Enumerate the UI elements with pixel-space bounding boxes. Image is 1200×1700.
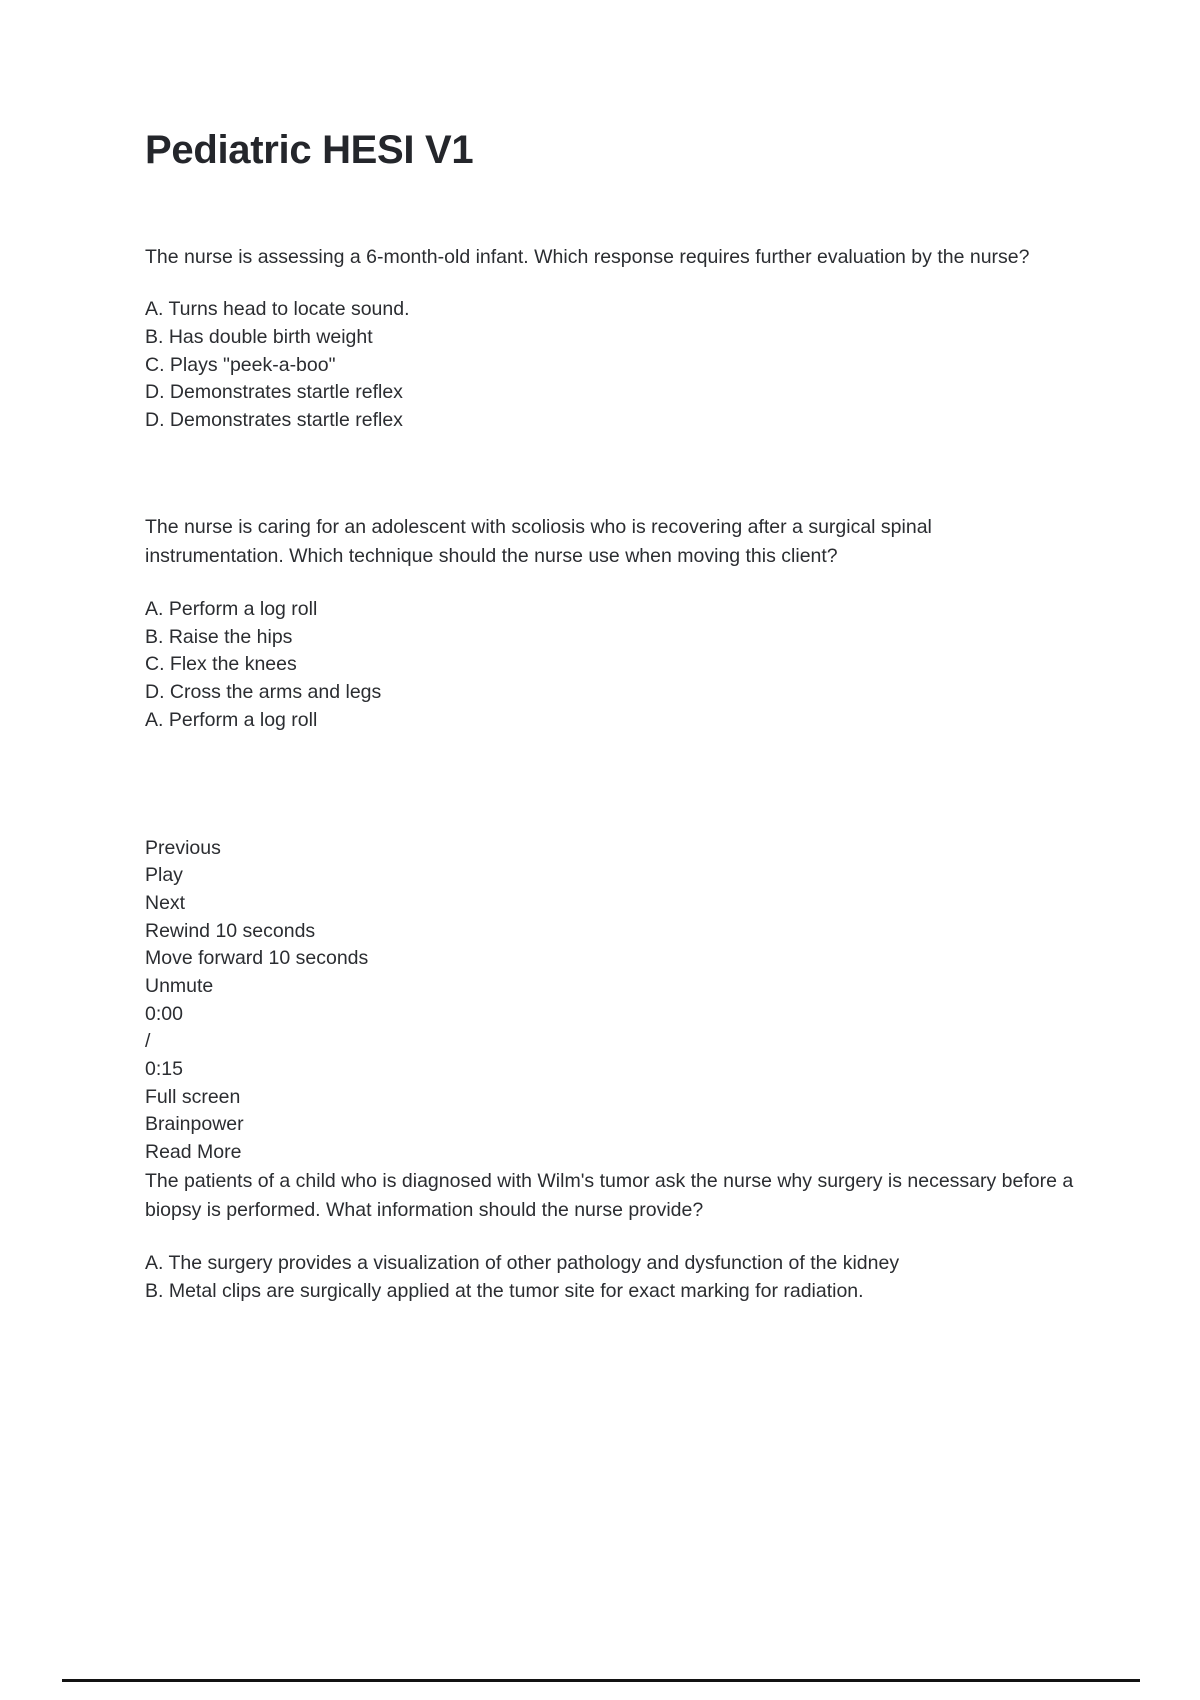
answer-line: D. Demonstrates startle reflex bbox=[145, 409, 403, 432]
unmute-button[interactable]: Unmute bbox=[145, 974, 214, 997]
footer-divider bbox=[62, 1679, 1140, 1682]
answer-line: A. Perform a log roll bbox=[145, 708, 318, 731]
forward-10-button[interactable]: Move forward 10 seconds bbox=[145, 947, 369, 970]
media-player-controls bbox=[145, 835, 1075, 1167]
current-time: 0:00 bbox=[145, 1002, 183, 1025]
page-title: Pediatric HESI V1 bbox=[145, 128, 474, 172]
document-body bbox=[145, 128, 1075, 1305]
play-button[interactable]: Play bbox=[145, 864, 183, 887]
fullscreen-button[interactable]: Full screen bbox=[145, 1085, 241, 1108]
title-spacer bbox=[145, 173, 1075, 243]
time-separator: / bbox=[145, 1030, 151, 1053]
player-gap bbox=[145, 735, 1075, 835]
duration: 0:15 bbox=[145, 1058, 183, 1081]
question-stem: The nurse is caring for an adolescent with scoliosis who is recovering after a surgical spinal instrumentation. Which technique should the nurse use when moving this client? bbox=[145, 515, 932, 568]
option-a[interactable]: A. Turns head to locate sound. bbox=[145, 298, 410, 321]
read-more-link[interactable]: Read More bbox=[145, 1141, 242, 1164]
brand-label: Brainpower bbox=[145, 1113, 244, 1136]
question-block-2 bbox=[145, 513, 1075, 735]
option-list bbox=[145, 1250, 1075, 1305]
question-stem: The patients of a child who is diagnosed with Wilm's tumor ask the nurse why surgery is necessary before a biopsy is performed. What information should the nurse provide? bbox=[145, 1169, 1074, 1222]
question-stem: The nurse is assessing a 6-month-old infant. Which response requires further evaluation by the nurse? bbox=[145, 245, 1030, 268]
option-b[interactable]: B. Metal clips are surgically applied at the tumor site for exact marking for radiation. bbox=[145, 1279, 864, 1302]
option-a[interactable]: A. The surgery provides a visualization of other pathology and dysfunction of the kidney bbox=[145, 1252, 900, 1275]
option-d[interactable]: D. Demonstrates startle reflex bbox=[145, 381, 403, 404]
option-a[interactable]: A. Perform a log roll bbox=[145, 598, 318, 621]
next-button[interactable]: Next bbox=[145, 891, 186, 914]
question-gap bbox=[145, 435, 1075, 513]
question-block-3 bbox=[145, 1167, 1075, 1306]
option-list bbox=[145, 296, 1075, 434]
option-b[interactable]: B. Raise the hips bbox=[145, 625, 293, 648]
option-d[interactable]: D. Cross the arms and legs bbox=[145, 681, 382, 704]
option-list bbox=[145, 596, 1075, 734]
option-b[interactable]: B. Has double birth weight bbox=[145, 326, 373, 349]
previous-button[interactable]: Previous bbox=[145, 836, 221, 859]
rewind-10-button[interactable]: Rewind 10 seconds bbox=[145, 919, 316, 942]
option-c[interactable]: C. Plays "peek-a-boo" bbox=[145, 353, 336, 376]
option-c[interactable]: C. Flex the knees bbox=[145, 653, 297, 676]
question-block-1 bbox=[145, 243, 1075, 435]
